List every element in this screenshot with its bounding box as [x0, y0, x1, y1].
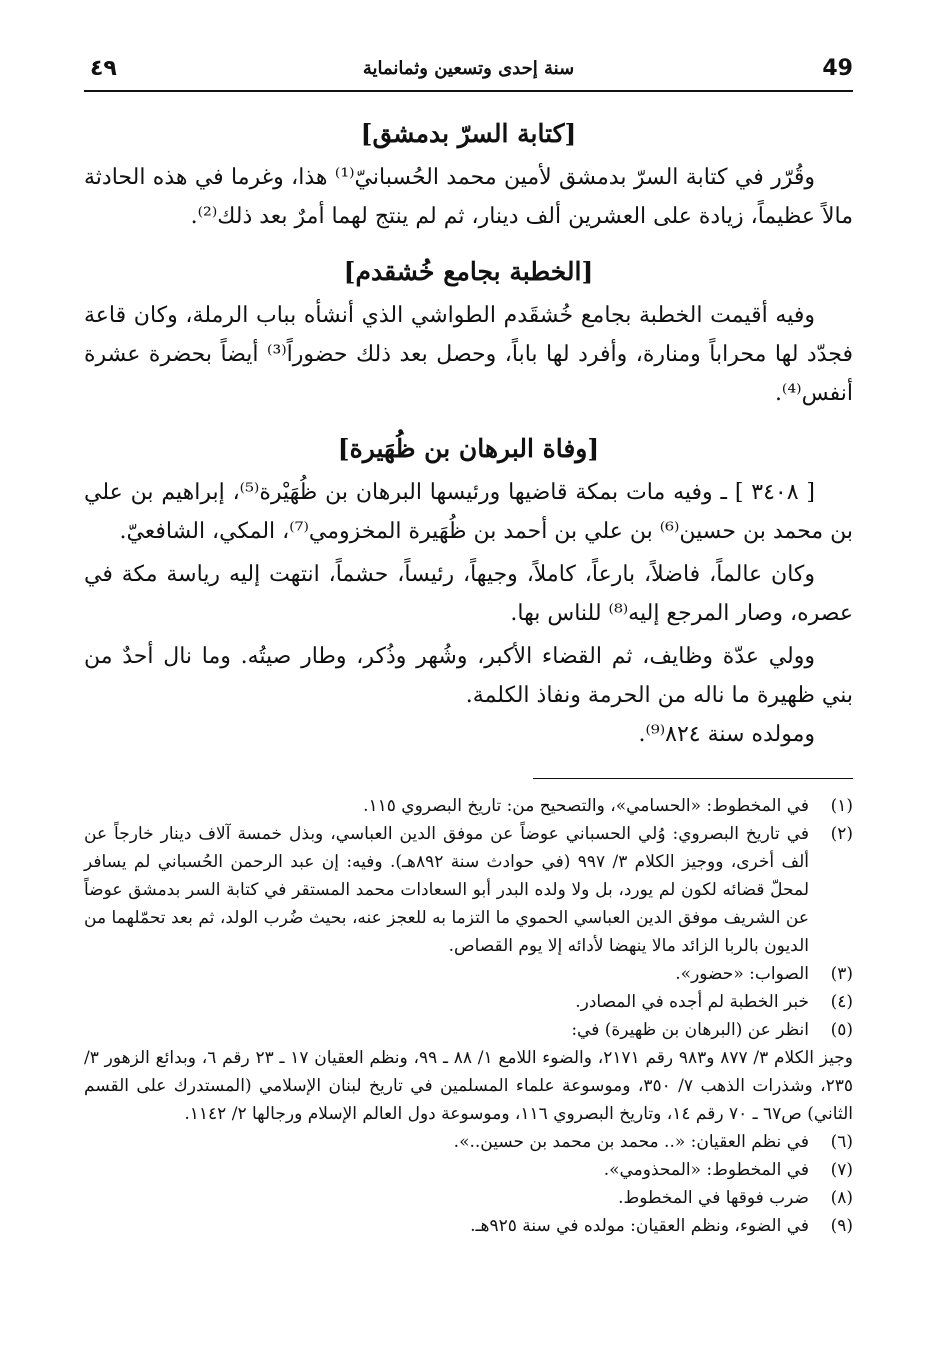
page-header [84, 52, 853, 88]
paragraph: وكان عالماً، فاضلاً، بارعاً، كاملاً، وجيهاً، رئيساً، حشماً، انتهت إليه رياسة مكة في عصره، وصار المرجع إليه⁽⁸⁾ للناس بها. [84, 562, 853, 626]
footnote [84, 988, 853, 1016]
header-rule [84, 90, 853, 92]
footnote-text: خبر الخطبة لم أجده في المصادر. [575, 992, 809, 1012]
running-title: سنة إحدى وتسعين وثمانماية [362, 58, 575, 79]
paragraph: وقُرّر في كتابة السرّ بدمشق لأمين محمد الحُسبانيّ⁽¹⁾ هذا، وغرما في هذه الحادثة مالاً عظيماً، زيادة على العشرين ألف دينار، ثم لم ينتج لهما أمرٌ بعد ذلك⁽²⁾. [84, 165, 853, 229]
footnote [84, 960, 853, 988]
section-heading: [الخطبة بجامع خُشقدم] [343, 257, 594, 286]
paragraph: ومولده سنة ٨٢٤⁽⁹⁾. [638, 722, 815, 747]
footnote-text: في تاريخ البصروي: وُلي الحسباني عوضاً عن موفق الدين العباسي، وبذل خمسة آلاف دينار خارجاً عن ألف أخرى، ووجيز الكلام ٣/ ٩٩٧ (في حوادث سنة ٨٩٢هـ). وفيه: إن عبد الرحمن الحُسباني لم يسافر لمحلّ قضائه لكون لم يورد، بل ولا ولده البدر أبو السعادات محمد المستقر في كتابة السر بدمشق عوضاً عن الشريف موفق الدين العباسي الحموي ما التزما به للعجز عنه، بحيث ضُرب الولد، ثم بعد تحمّلهما من الديون بالربا الزائد مالا ينهضا لأدائه إلا يوم القصاص. [84, 824, 809, 956]
footnotes [84, 792, 853, 1240]
footnote-number: (٩) [830, 1216, 853, 1236]
footnote-number: (٦) [830, 1132, 853, 1152]
footnote-text: الصواب: «حضور». [675, 964, 809, 984]
footnote-number: (٧) [830, 1160, 853, 1180]
footnote-number: (٣) [830, 964, 853, 984]
footnote-number: (٨) [830, 1188, 853, 1208]
footnote-text: في المخطوط: «المحذومي». [603, 1160, 809, 1180]
footnote-continuation: وجيز الكلام ٣/ ٨٧٧ و٩٨٣ رقم ٢١٧١، والضوء اللامع ١/ ٨٨ ـ ٩٩، ونظم العقيان ١٧ ـ ٢٣ رقم ٦، وبدائع الزهور ٣/ ٢٣٥، وشذرات الذهب ٧/ ٣٥٠، وموسوعة علماء المسلمين في تاريخ لبنان الإسلامي (المستدرك على القسم الثاني) ص٦٧ ـ ٧٠ رقم ١٤، وتاريخ البصروي ١١٦، وموسوعة دول العالم الإسلام ورجالها ٢/ ١١٤٢. [84, 1048, 853, 1124]
page-number-latin: 49 [822, 56, 853, 81]
section-heading: [كتابة السرّ بدمشق] [360, 119, 577, 148]
footnote-text: ضرب فوقها في المخطوط. [618, 1188, 809, 1208]
footnote-number: (٢) [830, 824, 853, 844]
footnote-text: في نظم العقيان: «.. محمد بن محمد بن حسين..». [453, 1132, 809, 1152]
footnote [84, 820, 853, 960]
footnote [84, 1212, 853, 1240]
footnote-number: (٤) [830, 992, 853, 1012]
footnote [84, 792, 853, 820]
footnote-text: في الضوء، ونظم العقيان: مولده في سنة ٩٢٥هـ. [470, 1216, 809, 1236]
footnote-text: انظر عن (البرهان بن ظهيرة) في: [571, 1020, 809, 1040]
footnote [84, 1156, 853, 1184]
footnote-rule [533, 778, 853, 779]
main-text [84, 110, 853, 754]
footnote [84, 1184, 853, 1212]
paragraph: وفيه أقيمت الخطبة بجامع خُشقَدم الطواشي الذي أنشأه بباب الرملة، وكان قاعة فجدّد لها محراباً ومنارة، وأفرد لها باباً، وحصل بعد ذلك حضوراً⁽³⁾ أيضاً بحضرة عشرة أنفس⁽⁴⁾. [84, 303, 853, 406]
footnote [84, 1016, 853, 1044]
paragraph: وولي عدّة وظايف، ثم القضاء الأكبر، وشُهر وذُكر، وطار صيتُه. وما نال أحدٌ من بني ظهيرة ما ناله من الحرمة ونفاذ الكلمة. [84, 644, 853, 708]
footnote-number: (١) [830, 796, 853, 816]
footnote [84, 1128, 853, 1156]
biography-entry: [ ٣٤٠٨ ] ـ وفيه مات بمكة قاضيها ورئيسها البرهان بن ظُهَيْرة⁽⁵⁾، إبراهيم بن علي بن محمد بن حسين⁽⁶⁾ بن علي بن أحمد بن ظُهَيرة المخزومي⁽⁷⁾، المكي، الشافعيّ. [84, 480, 853, 544]
page-number-arabic: ٤٩ [90, 56, 117, 81]
footnote-text: في المخطوط: «الحسامي»، والتصحيح من: تاريخ البصروي ١١٥. [363, 796, 809, 816]
footnote-number: (٥) [830, 1020, 853, 1040]
section-heading: [وفاة البرهان بن ظُهَيرة] [337, 434, 600, 463]
